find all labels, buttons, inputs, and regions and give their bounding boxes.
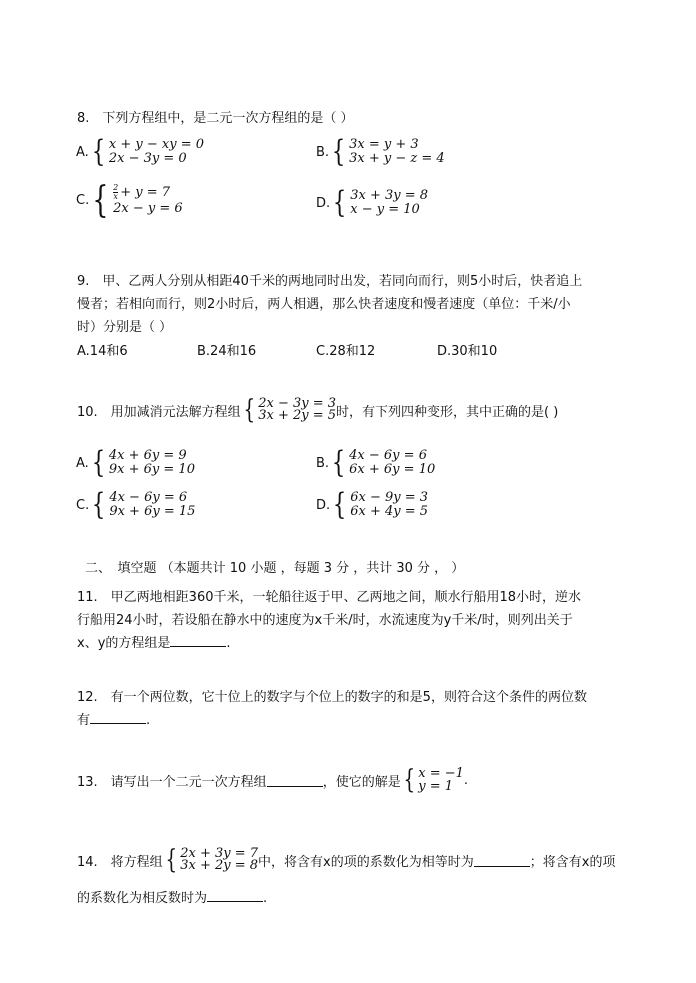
q9-line: 时）分别是（ ） [77, 320, 173, 335]
brace-icon: { [243, 395, 255, 425]
q10-stem-text: 10. 用加减消元法解方程组 [77, 404, 241, 420]
q13-line: 13. 请写出一个二元一次方程组 ，使它的解是 { x = −1 y = 1 . [77, 765, 469, 795]
brace-icon: { [91, 445, 106, 480]
brace-icon: { [333, 487, 347, 522]
option-label: D. [316, 497, 331, 513]
equation: 4x + 6y = 9 [108, 448, 187, 463]
option-label: C. [76, 497, 90, 513]
brace-icon: { [403, 765, 415, 795]
q12-line: 有 . [77, 713, 151, 728]
brace-icon: { [92, 179, 109, 221]
equation: 3x = y + 3 [349, 137, 419, 152]
brace-icon: { [333, 185, 347, 220]
q8-stem: 8. 下列方程组中，是二元一次方程组的是（ ） [77, 111, 354, 126]
answer-blank[interactable] [474, 854, 530, 867]
option-label: D. [316, 195, 331, 211]
equation: x − y = 10 [350, 202, 420, 217]
q9-option-b[interactable]: B.24和16 [197, 344, 257, 359]
q10-option-b[interactable] [316, 445, 436, 480]
q10-option-c[interactable] [76, 487, 196, 522]
brace-icon: { [165, 845, 177, 875]
equation: 3x + 3y = 8 [350, 188, 429, 203]
equation: x + y − xy = 0 [108, 137, 204, 152]
equation: 6x − 9y = 3 [350, 490, 429, 505]
answer-blank[interactable] [207, 889, 263, 902]
q8-option-d[interactable] [316, 185, 429, 220]
q14-line: 的系数化为相反数时为 . [77, 891, 268, 906]
option-label: A. [76, 144, 89, 160]
q11-line: 11. 甲乙两地相距360千米，一轮船往返于甲、乙两地之间，顺水行船用18小时，逆水 [77, 590, 582, 605]
answer-blank[interactable] [267, 774, 323, 787]
option-label: B. [316, 144, 330, 160]
q9-option-a[interactable]: A.14和6 [77, 344, 128, 359]
q10-option-d[interactable] [316, 487, 429, 522]
q8-option-c[interactable] [76, 179, 183, 221]
option-label: B. [316, 455, 330, 471]
q10-stem [77, 395, 559, 425]
equation: 9x + 6y = 10 [108, 462, 195, 477]
equation: 9x + 6y = 15 [109, 504, 196, 519]
q14-line: 14. 将方程组 { 2x + 3y = 7 3x + 2y = 8 中，将含有x的项的系数化为相等时为 ；将含有x的项 [77, 845, 616, 875]
q10-option-a[interactable] [76, 445, 195, 480]
q8-option-a[interactable] [76, 134, 204, 169]
answer-blank[interactable] [90, 711, 146, 724]
q11-line: 行船用24小时，若设船在静水中的速度为x千米/时，水流速度为y千米/时，则列出关于 [77, 613, 573, 628]
equation: 2x − 3y = 3 [258, 396, 337, 411]
q10-stem-text: 时，有下列四种变形，其中正确的是( ) [336, 404, 559, 420]
brace-icon: { [331, 134, 346, 169]
equation: 3x + 2y = 5 [258, 408, 337, 423]
solution: y = 1 [418, 779, 454, 794]
brace-icon: { [91, 134, 106, 169]
equation: 3x + 2y = 8 [180, 858, 259, 873]
answer-blank[interactable] [170, 634, 226, 647]
q9-option-c[interactable]: C.28和12 [316, 344, 376, 359]
option-label: C. [76, 193, 90, 208]
equation: 6x + 6y = 10 [349, 462, 436, 477]
brace-icon: { [331, 445, 346, 480]
equation: 4x − 6y = 6 [109, 490, 188, 505]
equation: 3x + y − z = 4 [349, 151, 445, 166]
q12-line: 12. 有一个两位数，它十位上的数字与个位上的数字的和是5，则符合这个条件的两位数 [77, 690, 587, 705]
equation: 4x − 6y = 6 [349, 448, 427, 463]
equation: 2x − y = 6 [113, 201, 183, 216]
q9-line: 慢者；若相向而行，则2小时后，两人相遇，那么快者速度和慢者速度（单位：千米/小 [77, 297, 571, 312]
section-title: 二、 填空题 （本题共计 10 小题 ，每题 3 分 ，共计 30 分 ， ） [85, 561, 465, 576]
equation: 6x + 4y = 5 [350, 504, 429, 519]
solution: x = −1 [418, 766, 464, 781]
option-label: A. [76, 455, 89, 471]
q11-line: x、y的方程组是 . [77, 636, 231, 651]
q8-option-b[interactable] [316, 134, 445, 169]
equation: 2x + 3y = 7 [180, 846, 259, 861]
brace-icon: { [92, 487, 106, 522]
equation: $\frac{2}{x}$ + y = 7 [113, 183, 171, 201]
q9-option-d[interactable]: D.30和10 [437, 344, 498, 359]
q9-line: 9. 甲、乙两人分别从相距40千米的两地同时出发，若同向而行，则5小时后，快者追上 [77, 274, 583, 289]
equation: 2x − 3y = 0 [108, 151, 187, 166]
